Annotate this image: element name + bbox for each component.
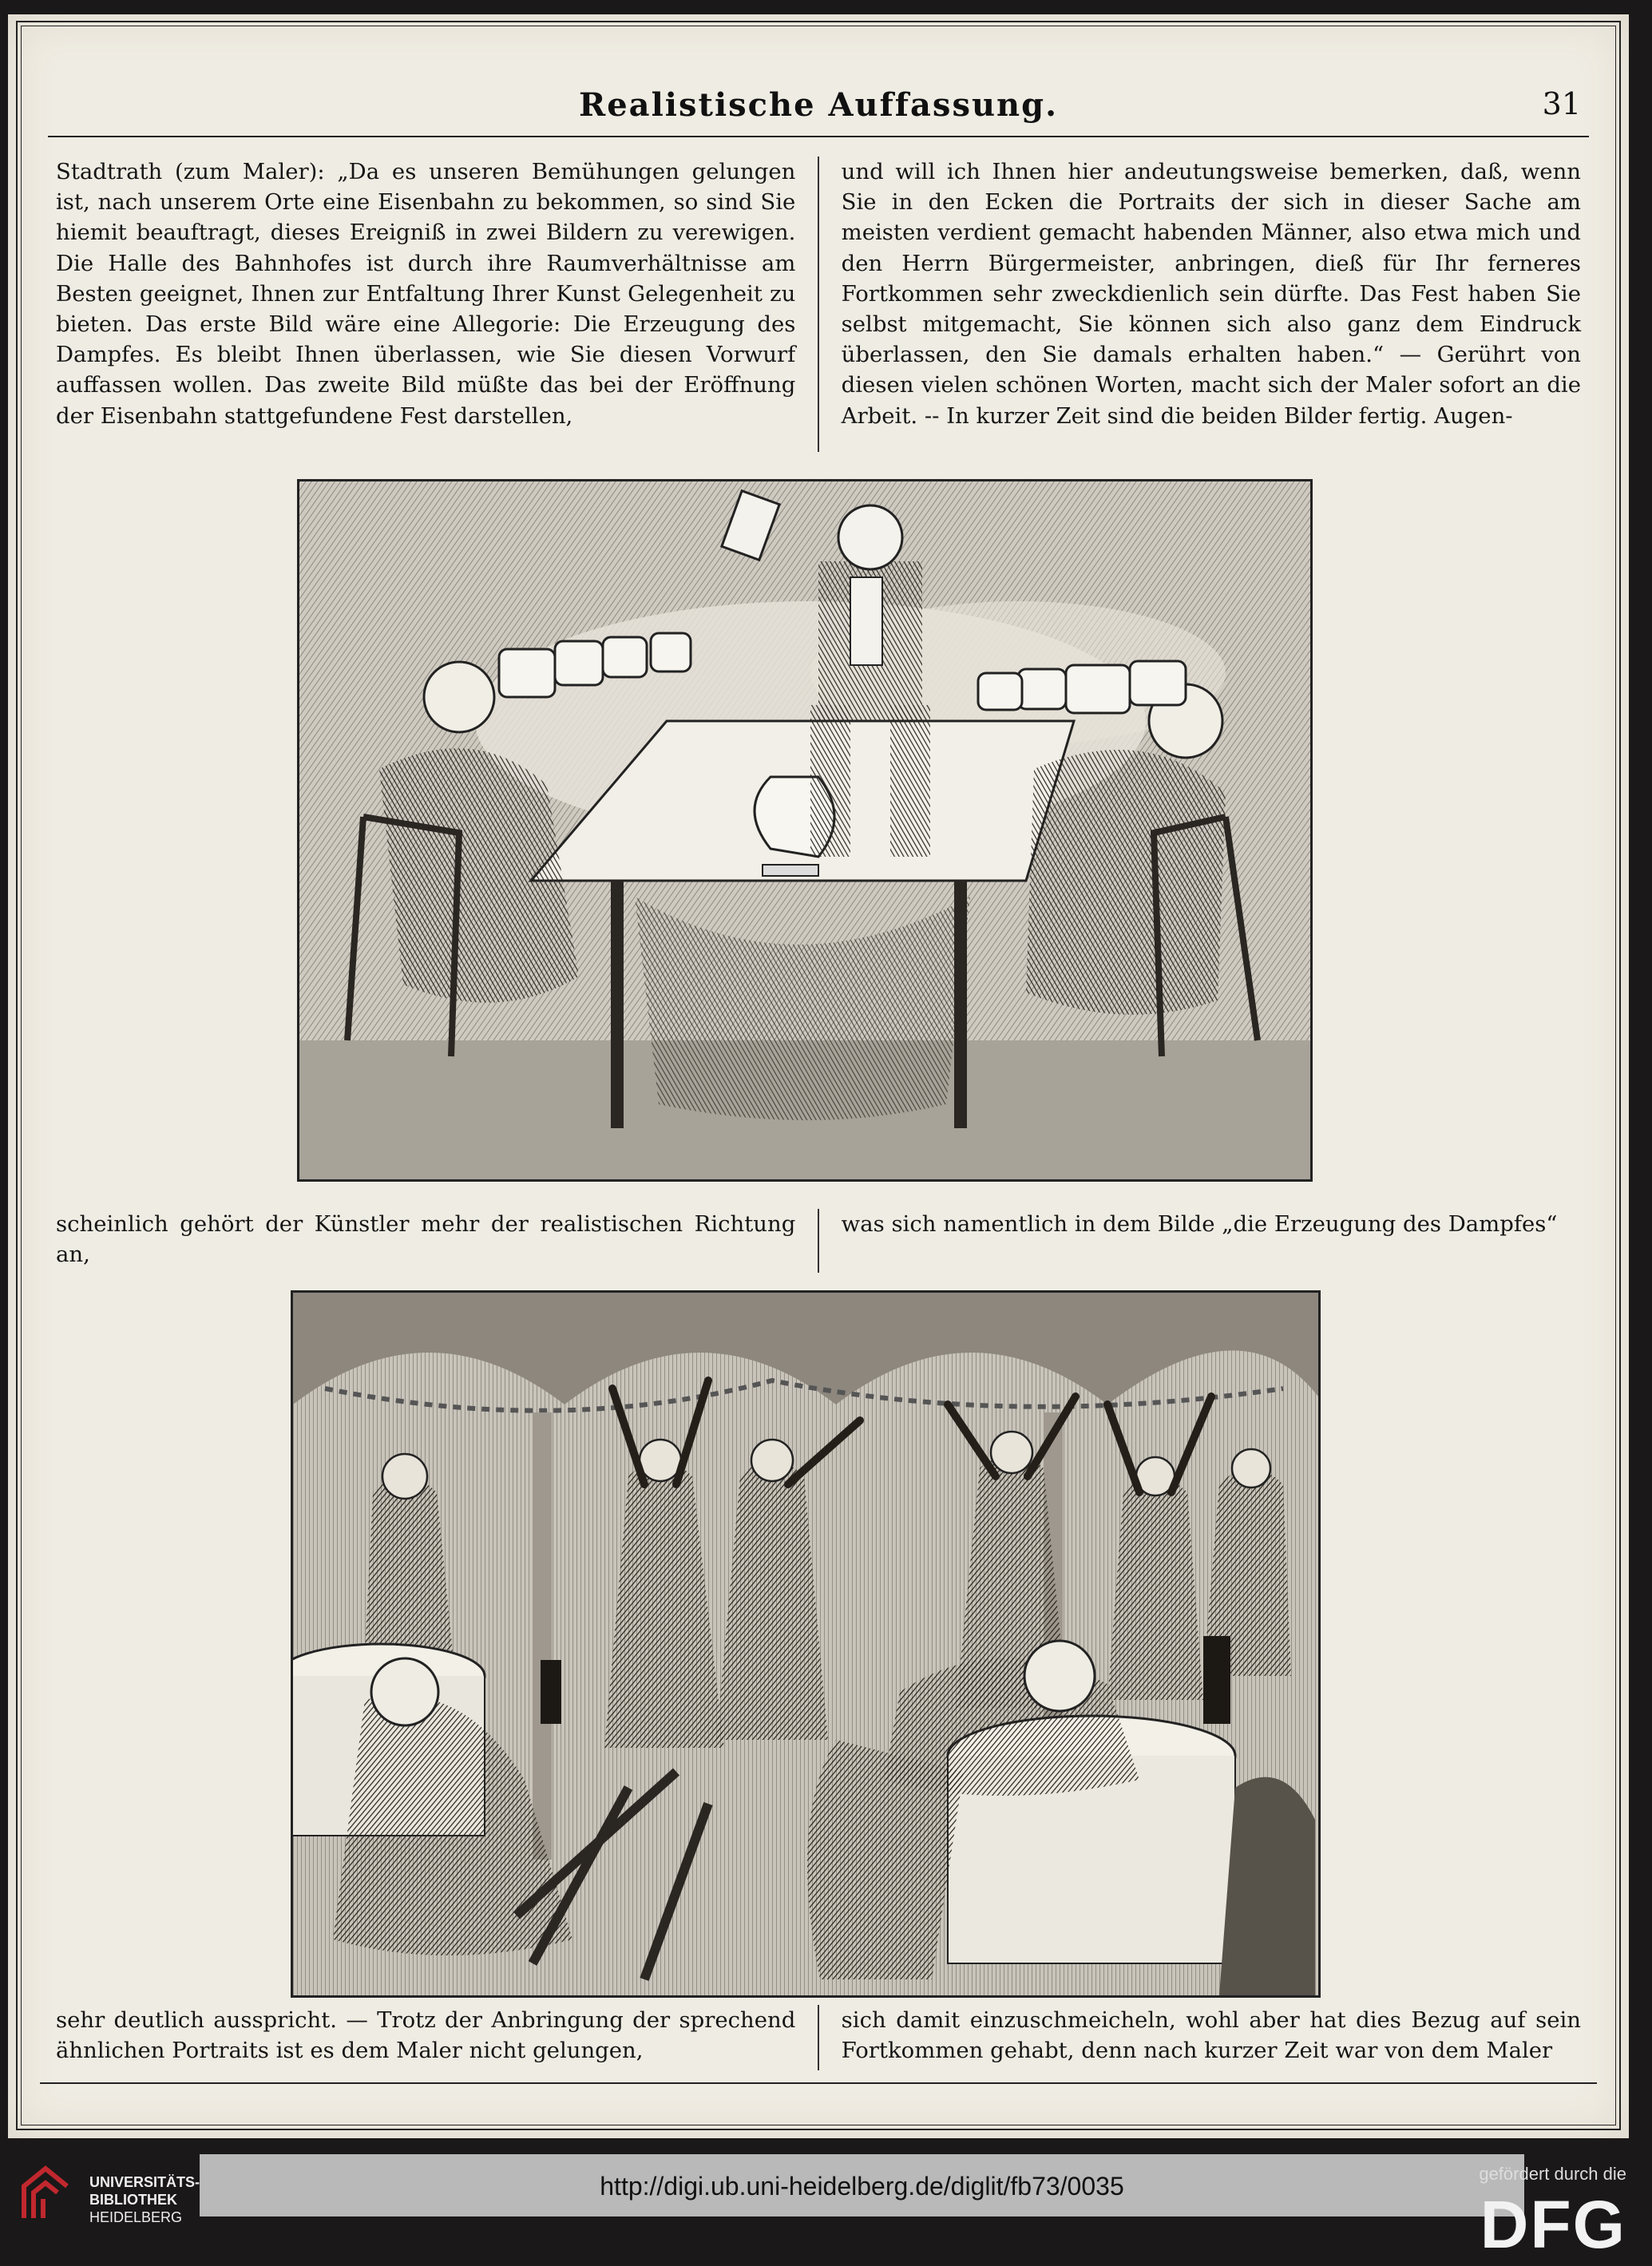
university-library-logo-icon [18, 2162, 73, 2221]
dfg-logo: DFG [1480, 2187, 1626, 2262]
text-column-left: Stadtrath (zum Maler): „Da es unseren Bemühungen gelungen ist, nach unserem Orte eine Eisenbahn zu bekommen, so sind Sie hiemit beauftragt, dieses Ereigniß in zwei Bildern zu verewigen. Die Halle des Bahnhofes ist durch ihre Raumverhältnisse am Besten geeignet, Ihnen zur Entfaltung Ihrer Kunst Gelegenheit zu bieten. Das erste Bild wäre eine Allegorie: Die Erzeugung des Dampfes. Es bleibt Ihnen überlassen, wie Sie diesen Vorwurf auffassen wollen. Das zweite Bild müßte das bei der Eröffnung der Eisenbahn stattgefundene Fest darstellen, [56, 159, 796, 429]
engraving-drinking-table [299, 481, 1310, 1179]
url-bar [200, 2154, 1524, 2216]
permalink-url[interactable]: http://digi.ub.uni-heidelberg.de/diglit/fb73/0035 [600, 2172, 1124, 2201]
bottom-rule [40, 2082, 1597, 2084]
bottom-text-columns [56, 2005, 1581, 2070]
illustration-railway-festival [291, 1290, 1321, 1998]
page-title: Realistische Auffassung. [578, 86, 1059, 124]
text-column-left: scheinlich gehört der Künstler mehr der realistischen Richtung an, [56, 1211, 796, 1268]
viewer-footer [0, 2140, 1652, 2266]
middle-text-columns [56, 1209, 1581, 1273]
text-column-left: sehr deutlich ausspricht. — Trotz der Anbringung der sprechend ähnlichen Portraits ist es dem Maler nicht gelungen, [56, 2007, 796, 2064]
column-divider [818, 156, 819, 452]
funding-note: gefördert durch die [1479, 2164, 1626, 2184]
text-column-right: was sich namentlich in dem Bilde „die Erzeugung des Dampfes“ [841, 1211, 1558, 1237]
text-column-right: und will ich Ihnen hier andeutungsweise bemerken, daß, wenn Sie in den Ecken die Portraits der sich in dieser Sache am meisten verdient gemacht habenden Männer, also etwa mich und den Herrn Bürgermeister, anbringen, dieß für Ihr ferneres Fortkommen sehr zweckdienlich sein dürfte. Das Fest haben Sie selbst mitgemacht, Sie können sich also ganz dem Eindruck überlassen, den Sie damals erhalten haben.“ — Gerührt von diesen vielen schönen Worten, macht sich der Maler sofort an die Arbeit. -- In kurzer Zeit sind die beiden Bilder fertig. Augen- [841, 159, 1581, 429]
header-rule [48, 136, 1589, 137]
page-header [40, 86, 1597, 134]
engraving-festival-hall [293, 1293, 1318, 1995]
column-divider [818, 2005, 819, 2070]
top-text-columns [56, 156, 1581, 452]
university-library-name: UNIVERSITÄTS- BIBLIOTHEK HEIDELBERG [89, 2174, 200, 2225]
page-number: 31 [1542, 86, 1581, 121]
scanned-page [8, 14, 1629, 2138]
column-divider [818, 1209, 819, 1273]
text-column-right: sich damit einzuschmeicheln, wohl aber hat dies Bezug auf sein Fortkommen gehabt, denn nach kurzer Zeit war von dem Maler [841, 2007, 1581, 2064]
illustration-steam-allegory [297, 479, 1313, 1182]
